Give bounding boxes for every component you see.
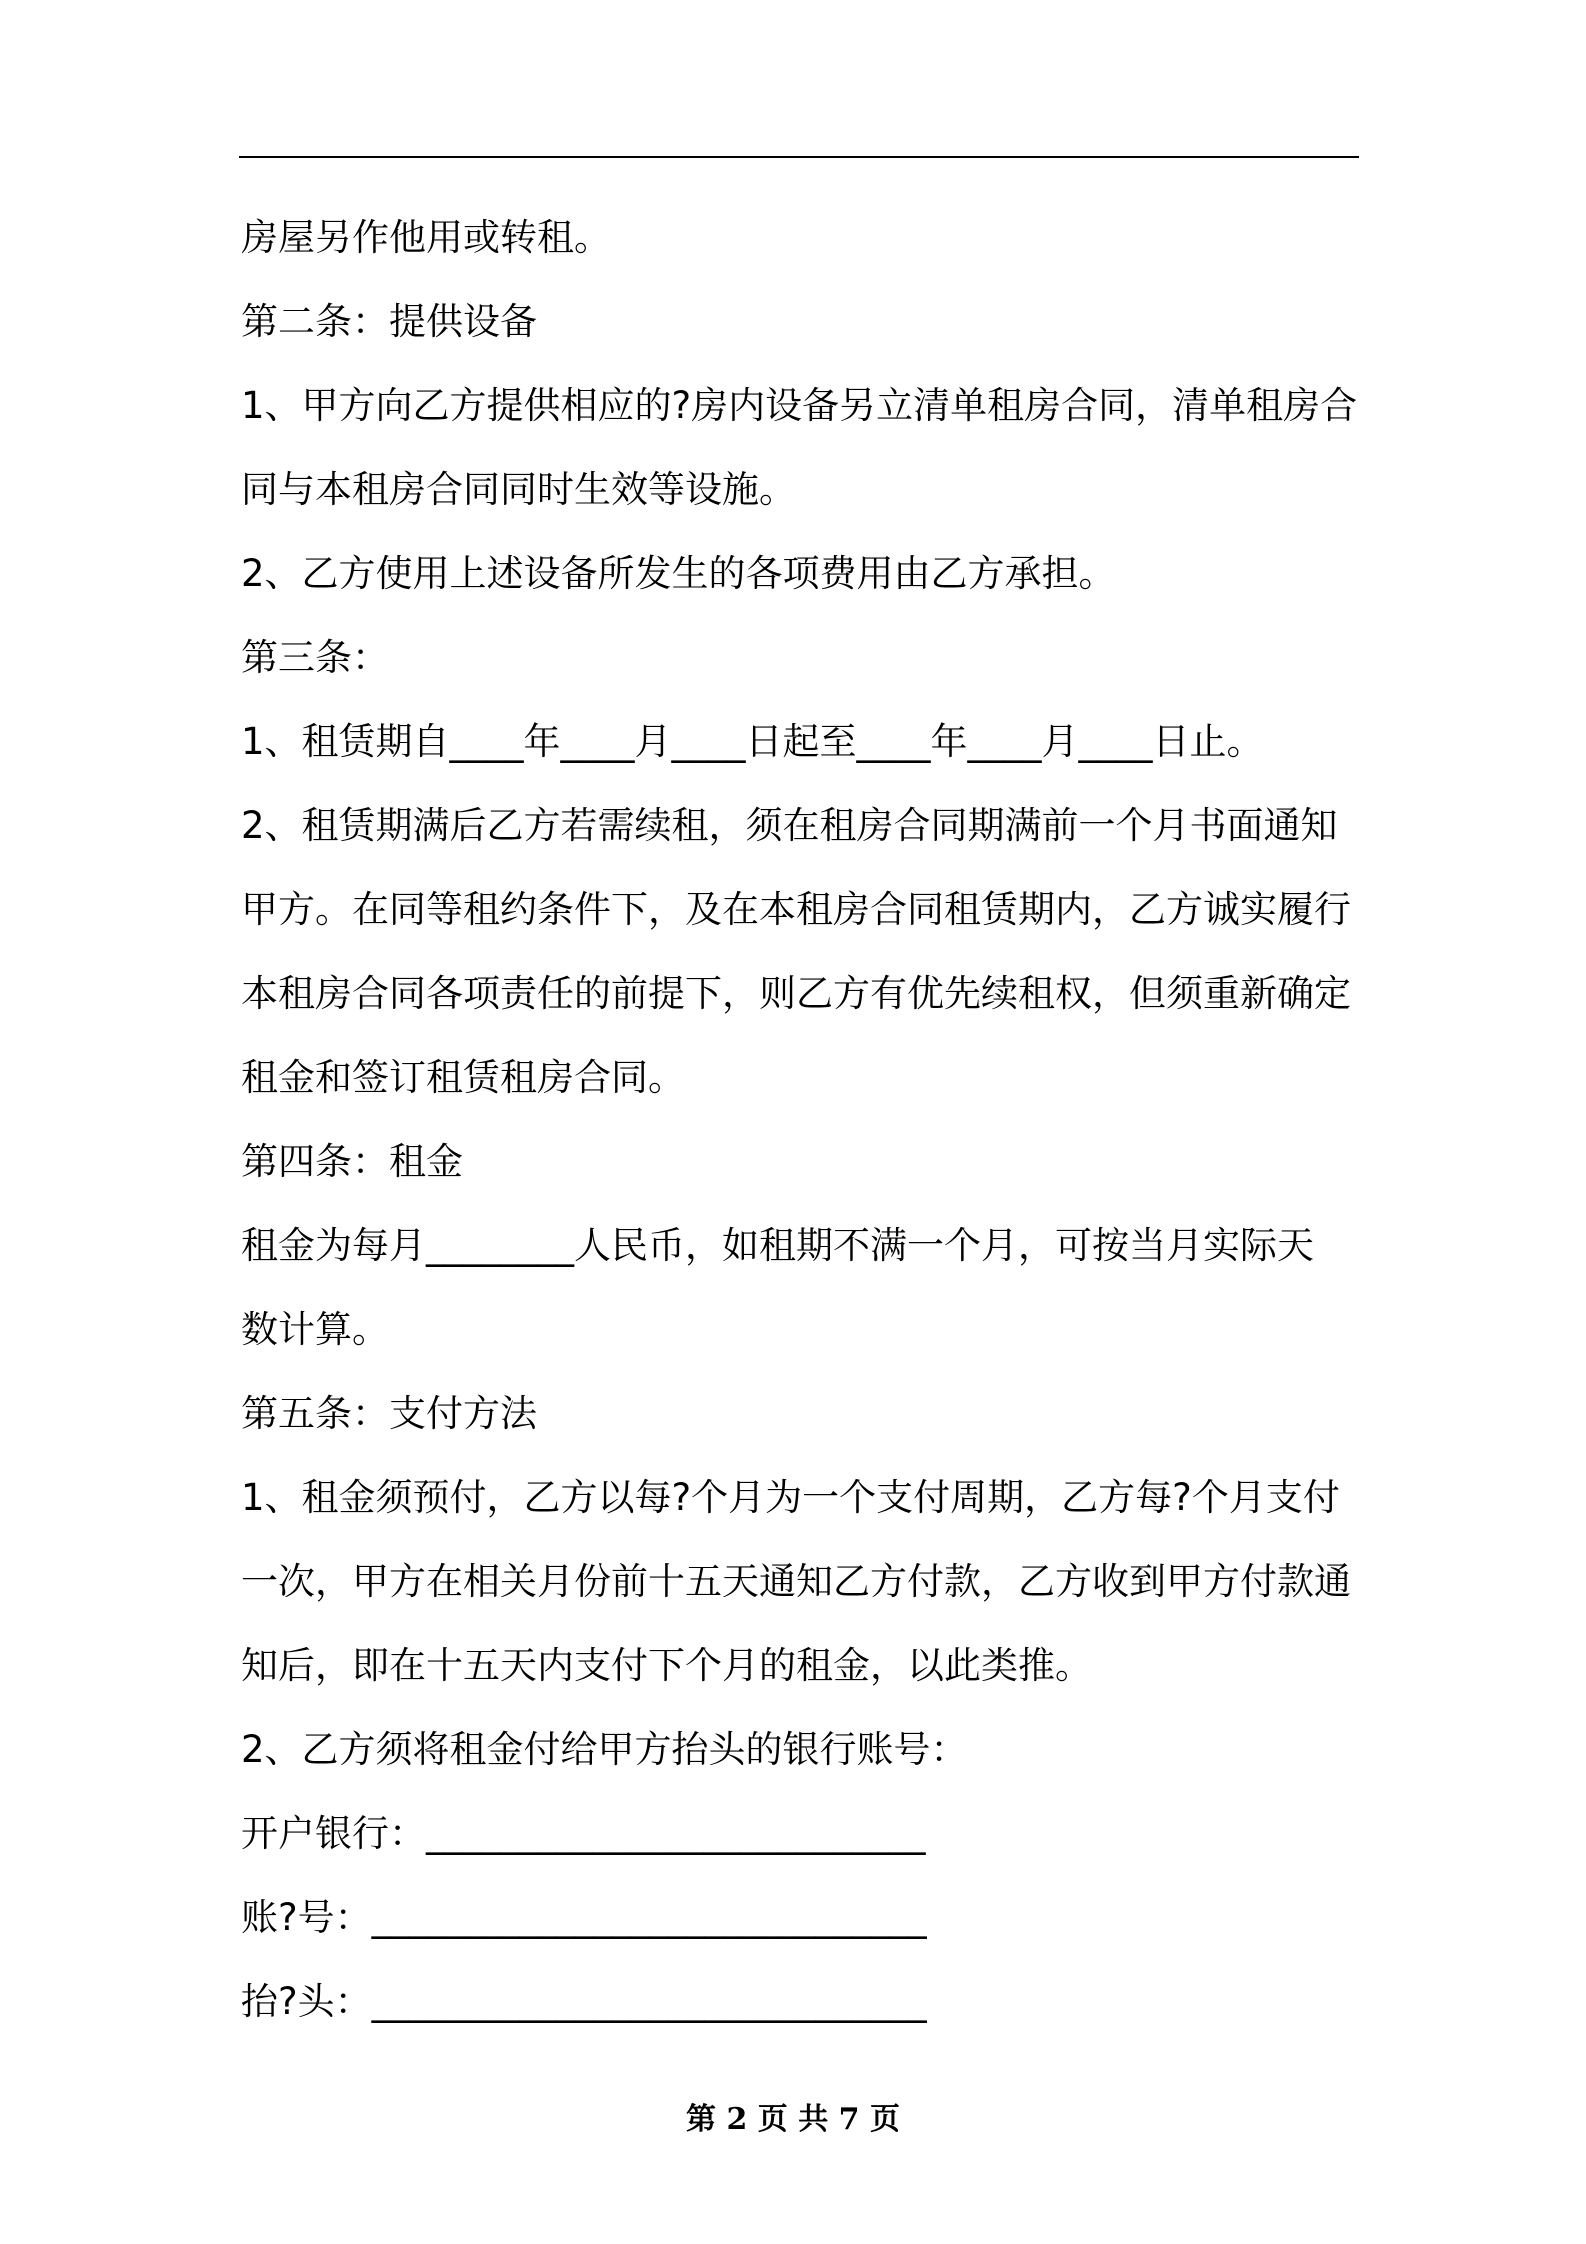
text-line: 房屋另作他用或转租。 <box>241 216 611 259</box>
section-heading: 第五条：支付方法 <box>241 1392 537 1435</box>
text-line: 2、乙方使用上述设备所发生的各项费用由乙方承担。 <box>241 552 1116 595</box>
bank-name-field: 开户银行：___________________________ <box>241 1812 926 1855</box>
text-line: 数计算。 <box>241 1308 389 1351</box>
page-number-footer: 第 2 页 共 7 页 <box>686 2102 900 2137</box>
account-number-field: 账?号：______________________________ <box>241 1896 927 1939</box>
section-heading: 第四条：租金 <box>241 1140 463 1183</box>
section-heading: 第二条：提供设备 <box>241 300 537 343</box>
text-line: 2、乙方须将租金付给甲方抬头的银行账号： <box>241 1728 968 1771</box>
text-line: 知后，即在十五天内支付下个月的租金，以此类推。 <box>241 1644 1092 1687</box>
text-line: 本租房合同各项责任的前提下，则乙方有优先续租权，但须重新确定 <box>241 972 1351 1015</box>
text-line: 租金为每月________人民币，如租期不满一个月，可按当月实际天 <box>241 1224 1314 1267</box>
document-body <box>241 196 1361 2044</box>
text-line: 一次，甲方在相关月份前十五天通知乙方付款，乙方收到甲方付款通 <box>241 1560 1351 1603</box>
section-heading: 第三条： <box>241 636 389 679</box>
account-title-field: 抬?头：______________________________ <box>241 1980 927 2023</box>
text-line: 2、租赁期满后乙方若需续租，须在租房合同期满前一个月书面通知 <box>241 804 1338 847</box>
text-line: 1、甲方向乙方提供相应的?房内设备另立清单租房合同，清单租房合 <box>241 384 1358 427</box>
header-rule <box>239 156 1359 158</box>
text-line: 甲方。在同等租约条件下，及在本租房合同租赁期内，乙方诚实履行 <box>241 888 1351 931</box>
text-line: 1、租赁期自____年____月____日起至____年____月____日止。 <box>241 720 1264 763</box>
text-line: 租金和签订租赁租房合同。 <box>241 1056 685 1099</box>
text-line: 同与本租房合同同时生效等设施。 <box>241 468 796 511</box>
text-line: 1、租金须预付，乙方以每?个月为一个支付周期，乙方每?个月支付 <box>241 1476 1340 1519</box>
